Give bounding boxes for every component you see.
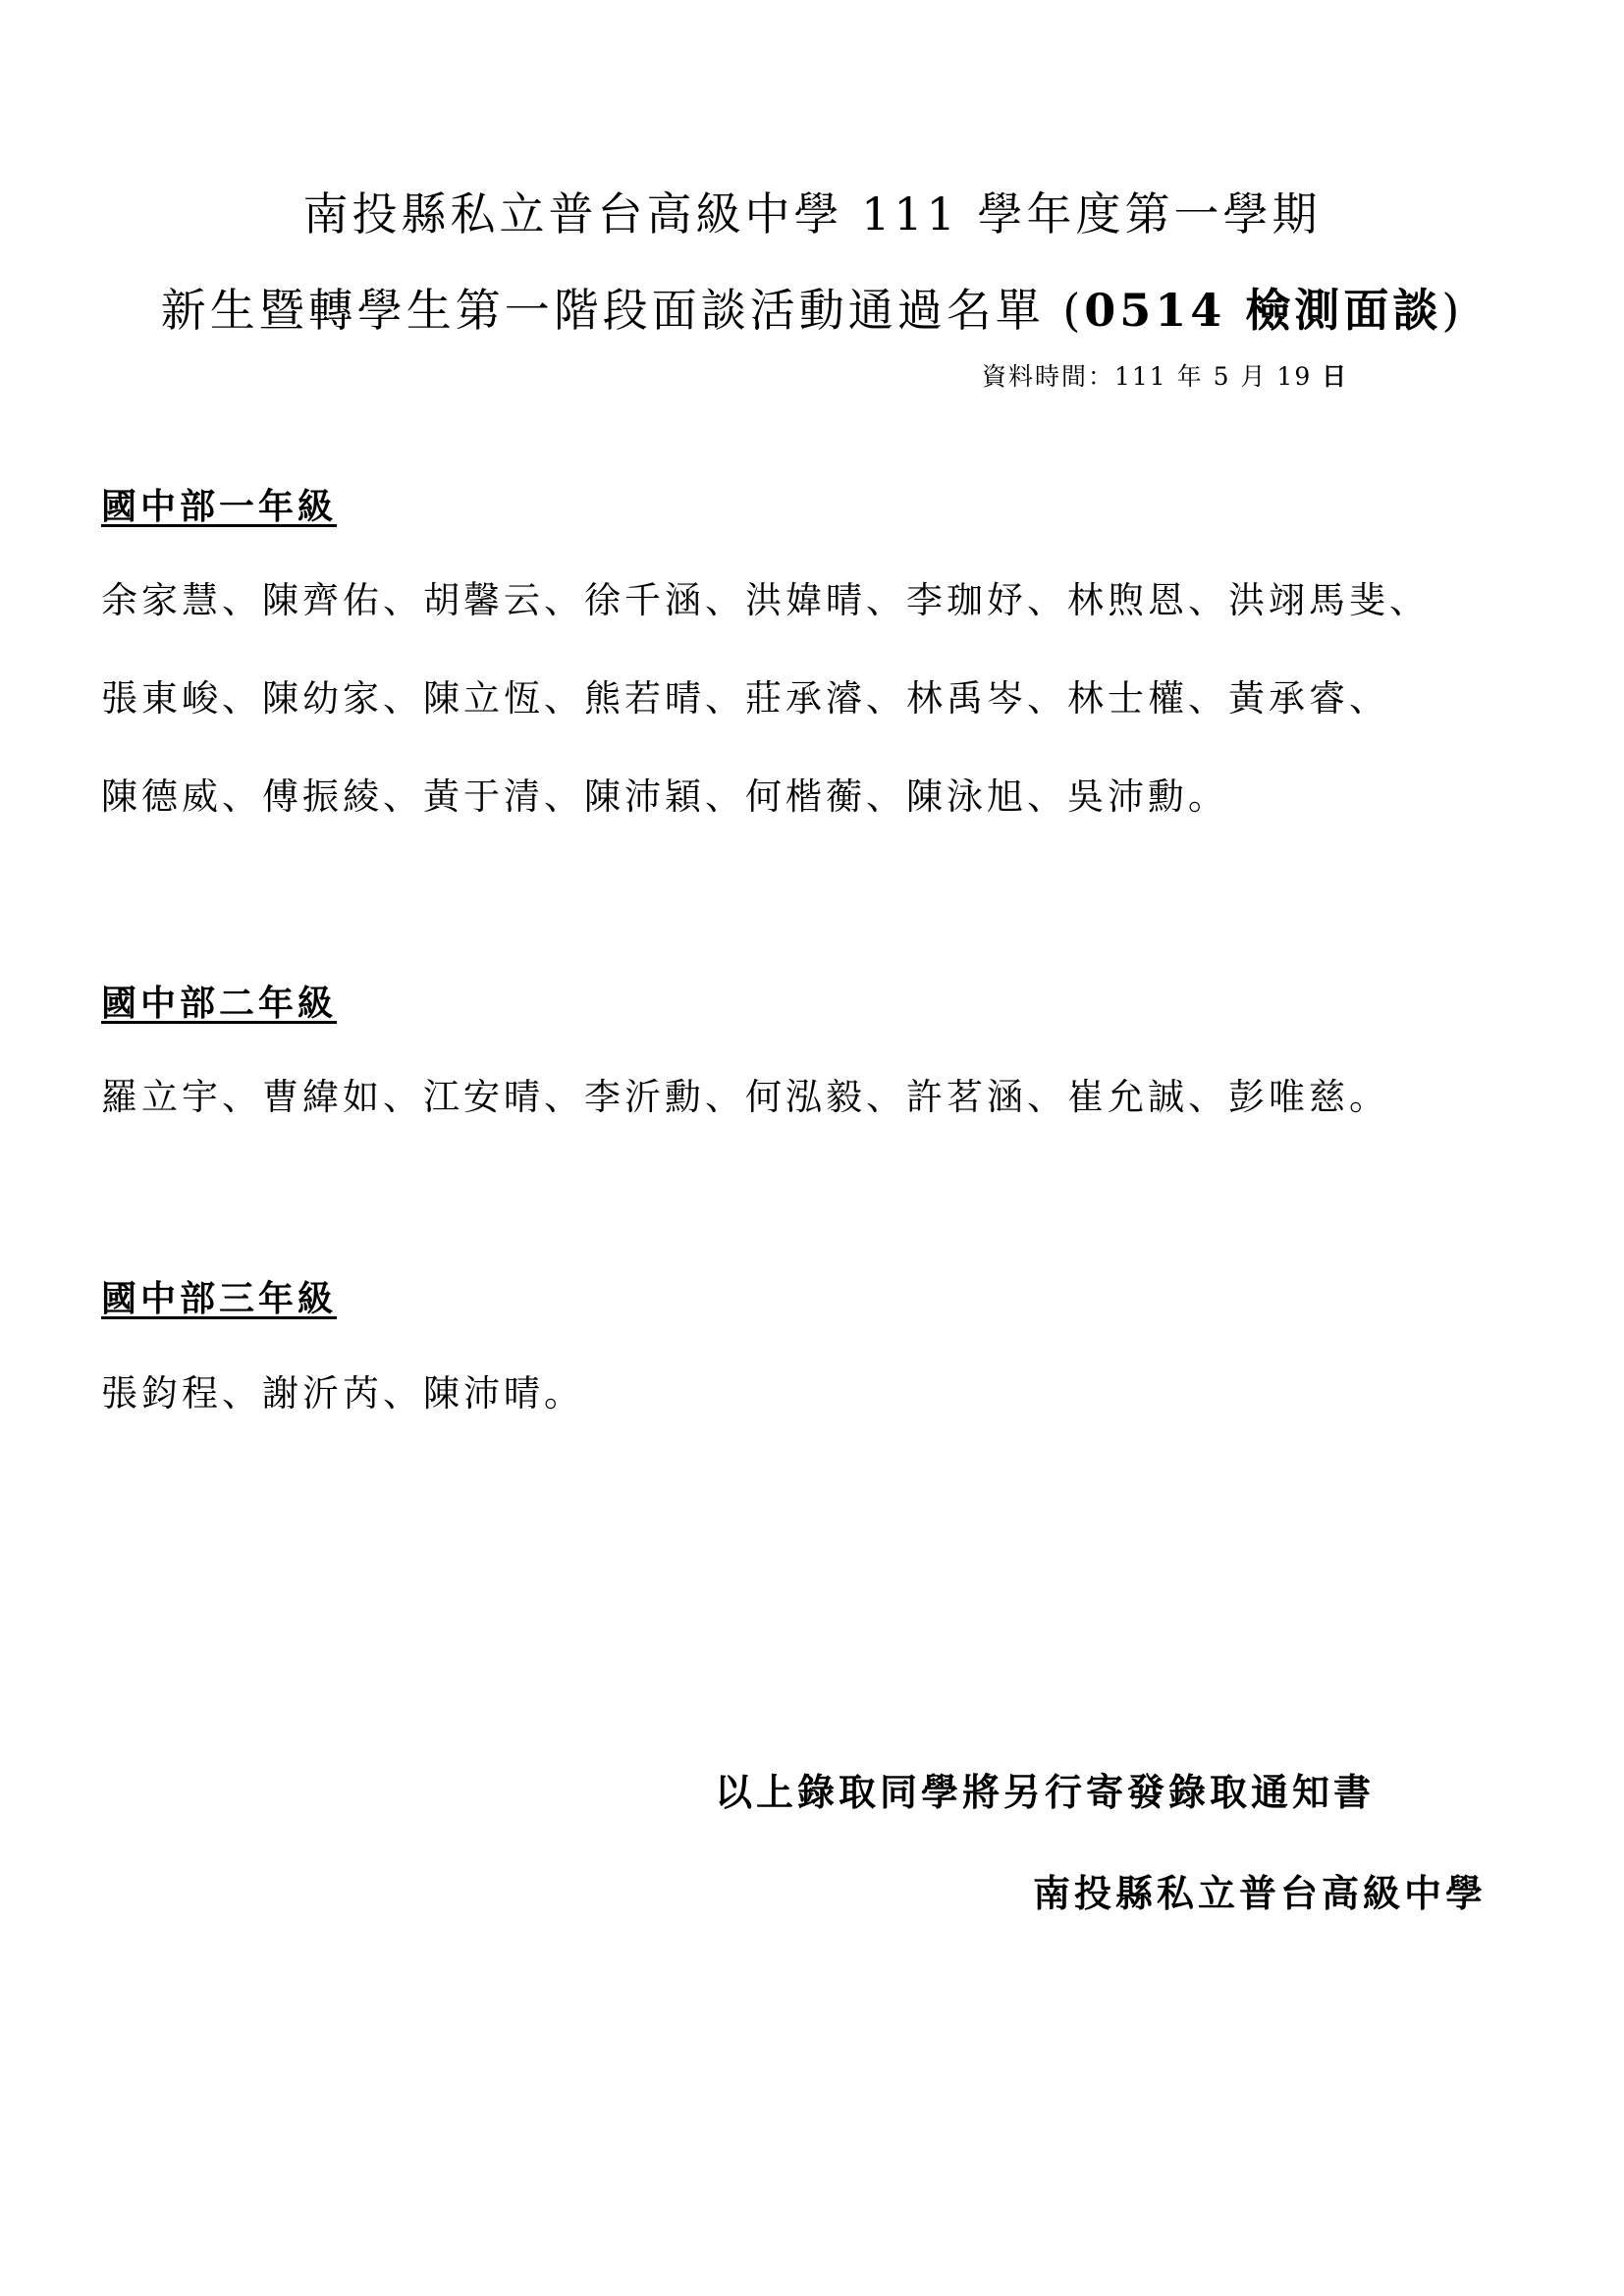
subtitle-session: 0514 檢測面談 — [1084, 284, 1442, 337]
subtitle-suffix: ) — [1441, 284, 1464, 337]
name-list-line: 陳德威、傅振綾、黃于清、陳沛穎、何楷蘅、陳泳旭、吳沛勳。 — [101, 775, 1228, 818]
school-signature: 南投縣私立普台高級中學 — [1033, 1871, 1488, 1915]
name-list-line: 余家慧、陳齊佑、胡馨云、徐千涵、洪媁晴、李珈妤、林煦恩、洪翊馬斐、 — [101, 579, 1430, 621]
name-list-line: 張東峻、陳幼家、陳立恆、熊若晴、莊承濬、林禹岑、林士權、黃承睿、 — [101, 677, 1389, 720]
document-title: 南投縣私立普台高級中學 111 學年度第一學期 — [302, 187, 1322, 240]
admission-notice: 以上錄取同學將另行寄發錄取通知書 — [715, 1770, 1376, 1814]
data-time-stamp — [982, 357, 1394, 393]
section-heading-grade-8: 國中部二年級 — [101, 983, 338, 1024]
name-list-line: 羅立宇、曹緯如、江安晴、李沂勳、何泓毅、許茗涵、崔允誠、彭唯慈。 — [101, 1076, 1389, 1118]
section-heading-grade-9: 國中部三年級 — [101, 1278, 338, 1319]
document-subtitle — [0, 275, 1624, 340]
subtitle-prefix: 新生暨轉學生第一階段面談活動通過名單 ( — [160, 284, 1085, 337]
section-heading-grade-7: 國中部一年級 — [101, 486, 338, 527]
name-list-grade-9 — [101, 1370, 1544, 1468]
name-list-grade-8 — [101, 1074, 1544, 1172]
name-list-grade-7 — [101, 577, 1544, 872]
data-time-day: 日 — [1322, 362, 1349, 391]
name-list-line: 張鈞程、謝沂芮、陳沛晴。 — [101, 1372, 584, 1415]
data-time-label: 資料時間：111 年 5 月 19 — [982, 362, 1323, 391]
